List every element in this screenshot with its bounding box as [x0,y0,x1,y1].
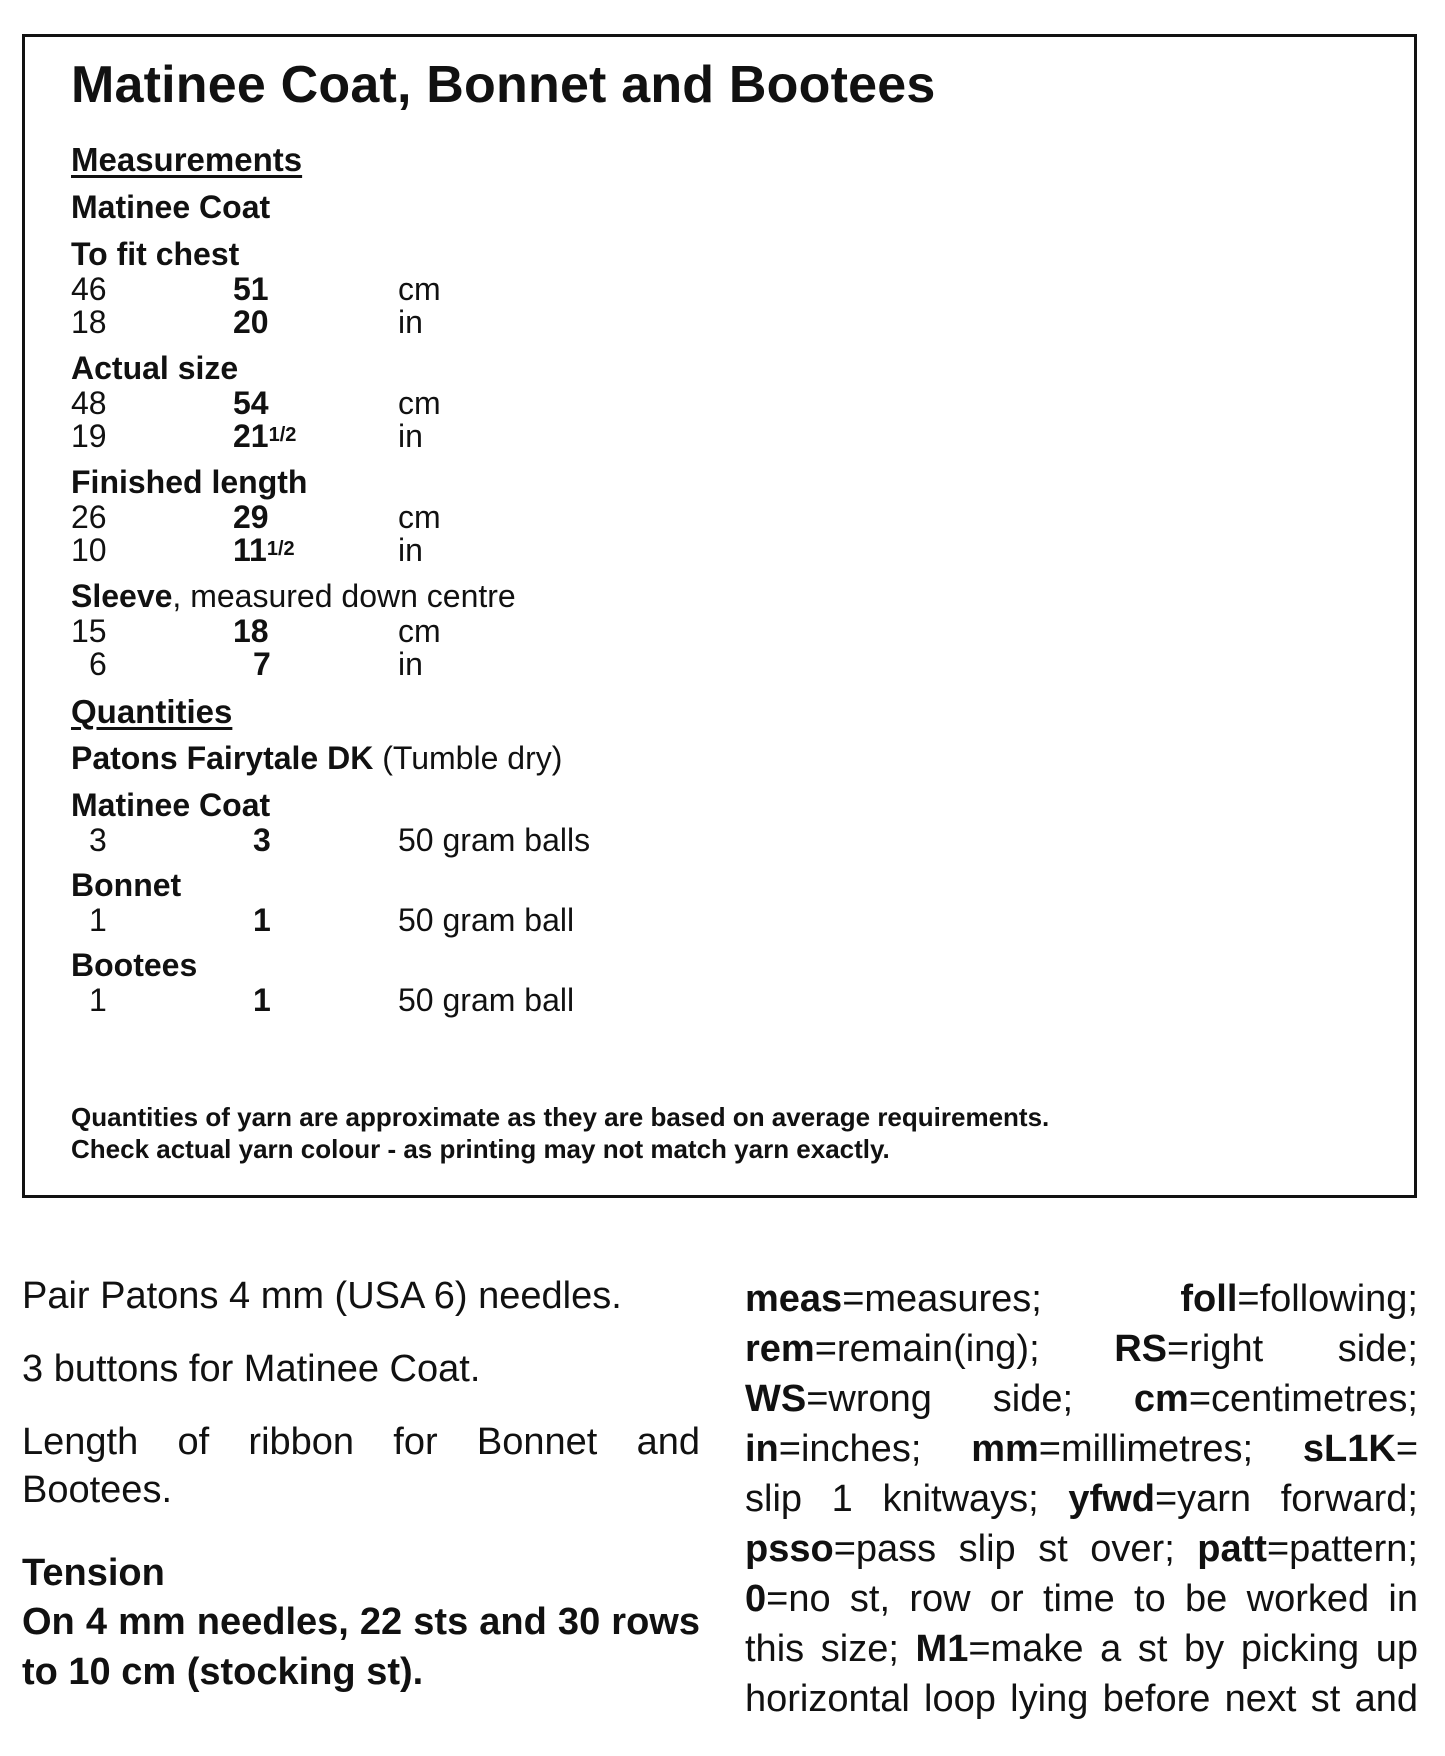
size1-value: 26 [71,499,107,535]
unit-label: in [398,532,423,568]
size2-value: 29 [233,499,269,535]
abbreviation-def: this size; [745,1628,899,1670]
abbreviation-term: M1 [915,1628,969,1670]
size1-value: 1 [89,982,107,1018]
abbreviation-term: mm [971,1428,1039,1470]
sleeve-label: Sleeve [71,578,173,614]
size2-fraction: 1/2 [268,424,297,446]
abbreviation-def: =wrong side; [806,1378,1074,1420]
abbreviation-line [745,1374,1418,1424]
unit-label: cm [398,613,441,649]
abbreviation-line [745,1674,1418,1724]
group-label-finished-length: Finished length [71,464,308,500]
unit-label: cm [398,499,441,535]
group-label-sleeve [71,578,516,615]
qty-label-bootees: Bootees [71,947,198,983]
measurements-heading: Measurements [71,141,303,178]
quantities-heading: Quantities [71,693,233,730]
size1-value: 3 [89,822,107,858]
abbreviation-def: =no st, row or time to be worked in [766,1578,1418,1620]
abbreviation-def: slip 1 knitways; [745,1478,1039,1520]
abbreviation-def: =remain(ing); [814,1328,1040,1370]
unit-label: 50 gram ball [398,982,575,1018]
group-label-actual-size: Actual size [71,350,239,386]
abbreviation-term: foll [1180,1278,1238,1320]
abbreviation-def: =inches; [778,1428,922,1470]
quantities-note [71,1101,1049,1165]
size2-value: 7 [253,646,271,682]
size1-value: 6 [89,646,107,682]
group-label-chest: To fit chest [71,236,240,272]
size2-value [233,418,296,455]
size2-fraction: 1/2 [266,538,295,560]
size2-whole: 11 [233,532,267,568]
size1-value: 15 [71,613,107,649]
sleeve-label-rest: , measured down centre [172,578,516,614]
abbreviation-term: RS [1114,1328,1168,1370]
abbreviation-term: yfwd [1068,1478,1155,1520]
unit-label: in [398,418,423,454]
size2-value: 54 [233,385,269,421]
abbreviation-line [745,1624,1418,1674]
size1-value: 1 [89,902,107,938]
size2-value: 20 [233,304,269,340]
size1-value: 10 [71,532,107,568]
unit-label: in [398,646,423,682]
unit-label: in [398,304,423,340]
abbreviation-term: psso [745,1528,834,1570]
abbreviation-term: rem [745,1328,815,1370]
unit-label: 50 gram balls [398,822,591,858]
abbreviation-line [745,1274,1418,1324]
page-title: Matinee Coat, Bonnet and Bootees [71,56,936,114]
size1-value: 18 [71,304,107,340]
qty-label-matinee-coat: Matinee Coat [71,787,271,823]
abbreviation-term: meas [745,1278,843,1320]
needles-text: Pair Patons 4 mm (USA 6) needles. [22,1275,622,1317]
abbreviation-line [745,1324,1418,1374]
size2-value [233,532,295,569]
abbreviation-def: horizontal loop lying before next st and [745,1678,1418,1720]
size2-whole: 21 [233,418,269,454]
yarn-note: (Tumble dry) [382,740,563,776]
abbreviation-term: in [745,1428,779,1470]
abbreviation-def: =make a st by picking up [968,1628,1418,1670]
size2-value: 1 [253,982,271,1018]
abbreviation-line [745,1524,1418,1574]
abbreviation-term: patt [1197,1528,1267,1570]
measurements-box [22,34,1417,1198]
yarn-label [71,740,562,777]
qty-label-bonnet: Bonnet [71,867,182,903]
size2-value: 1 [253,902,271,938]
abbreviation-term: WS [745,1378,807,1420]
abbreviation-def: =measures; [842,1278,1042,1320]
materials-column [22,1272,700,1697]
abbreviation-def: =yarn forward; [1154,1478,1418,1520]
abbreviation-line [745,1574,1418,1624]
abbreviation-term: 0 [745,1578,767,1620]
abbreviation-def: =right side; [1167,1328,1418,1370]
tension-heading: Tension [22,1552,165,1594]
buttons-text: 3 buttons for Matinee Coat. [22,1348,481,1390]
size1-value: 46 [71,271,107,307]
note-line-2: Check actual yarn colour - as printing may not match yarn exactly. [71,1134,890,1164]
yarn-name: Patons Fairytale DK [71,740,374,776]
abbreviation-def: =pass slip st over; [833,1528,1175,1570]
unit-label: cm [398,271,441,307]
size2-value: 3 [253,822,271,858]
abbreviation-line [745,1474,1418,1524]
abbreviation-term: sL1K [1302,1428,1396,1470]
abbreviation-def: =centimetres; [1188,1378,1418,1420]
abbreviation-def: =pattern; [1266,1528,1418,1570]
abbreviation-def: =millimetres; [1038,1428,1254,1470]
abbreviation-term: cm [1133,1378,1189,1420]
ribbon-text: Length of ribbon for Bonnet and Bootees. [22,1421,700,1511]
abbreviation-def: = [1395,1428,1418,1470]
item-label-matinee-coat: Matinee Coat [71,189,271,225]
abbreviations-column [745,1274,1418,1724]
unit-label: cm [398,385,441,421]
abbreviation-def: =following; [1237,1278,1418,1320]
size2-value: 51 [233,271,269,307]
size1-value: 19 [71,418,107,454]
size1-value: 48 [71,385,107,421]
note-line-1: Quantities of yarn are approximate as they are based on average requirements. [71,1102,1050,1132]
tension-text: On 4 mm needles, 22 sts and 30 rows to 10 cm (stocking st). [22,1601,700,1693]
size2-value: 18 [233,613,269,649]
abbreviation-line [745,1424,1418,1474]
unit-label: 50 gram ball [398,902,575,938]
